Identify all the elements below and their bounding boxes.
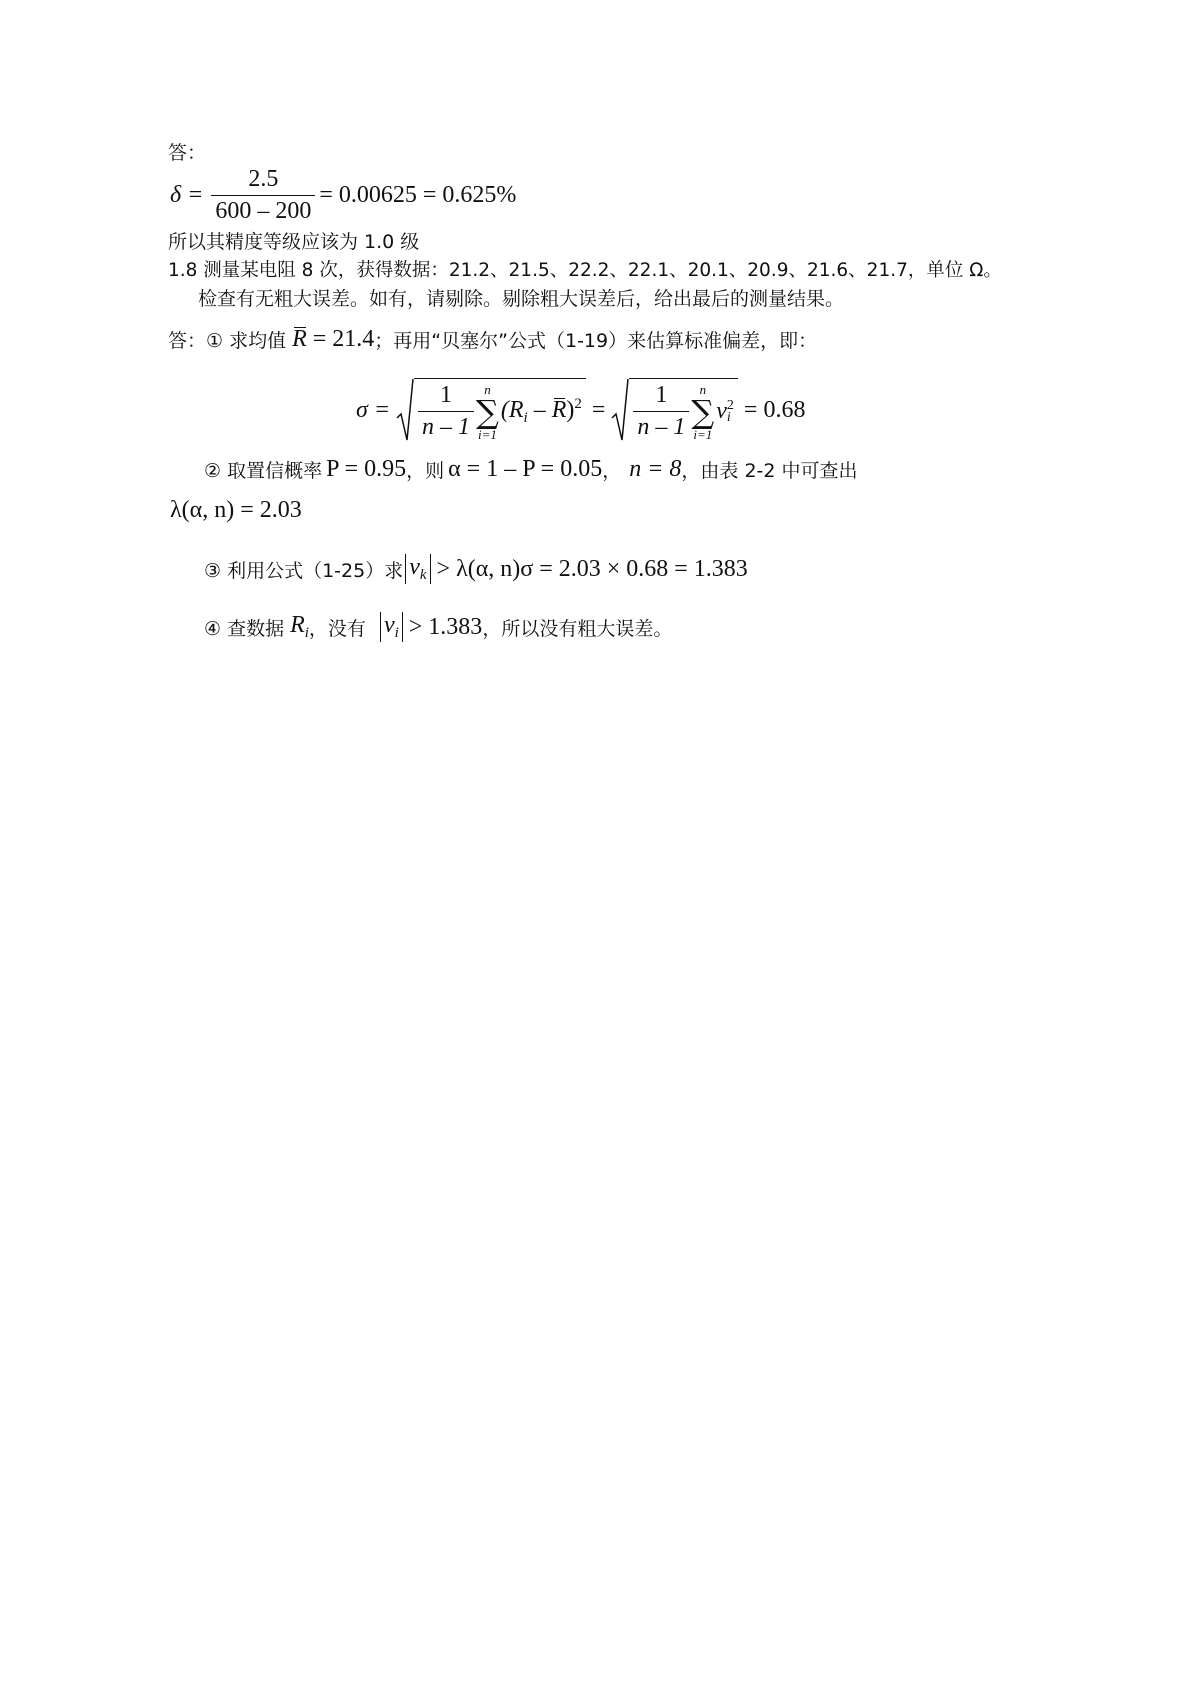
radical-sign-icon	[611, 378, 629, 442]
step2-suffix: ，由表 2-2 中可查出	[681, 460, 858, 482]
sqrt2-fraction	[633, 382, 689, 441]
sqrt2-num: 1	[655, 382, 668, 408]
step2-line2: λ(α, n) = 2.03	[170, 497, 302, 523]
sqrt1-fraction	[418, 382, 474, 441]
sum1-term: $(R_i - R)^2$	[500, 396, 582, 426]
sqrt1-num: 1	[440, 382, 453, 408]
step1-mean-eq: = 21.4	[312, 326, 375, 352]
sqrt-1	[396, 378, 586, 442]
question-1-8-line2: 检查有无粗大误差。如有，请剔除。剔除粗大误差后，给出最后的测量结果。	[198, 288, 845, 310]
step2-sep1: ，则	[406, 460, 445, 482]
step2-n: n = 8	[629, 456, 682, 482]
step1-suffix: ；再用“贝塞尔”公式（1-19）来估算标准偏差，即：	[374, 330, 818, 352]
step4-line	[204, 612, 672, 642]
term1-open: (R	[500, 397, 524, 423]
delta-lhs: δ =	[170, 182, 204, 208]
radical-sign-icon	[396, 378, 414, 442]
delta-fraction	[211, 166, 315, 225]
step4-mid: ，没有	[308, 617, 366, 640]
step2-sep2: ，	[602, 460, 622, 482]
step4-prefix: ④ 查数据	[204, 617, 285, 640]
sum1-lower: i=1	[478, 426, 497, 442]
delta-equation	[170, 166, 516, 225]
summation-2	[691, 383, 714, 441]
sigma-result: = 0.68	[743, 396, 806, 423]
r-bar-symbol: R	[292, 326, 307, 352]
term2-v: v	[716, 397, 727, 424]
delta-numerator: 2.5	[248, 166, 279, 192]
delta-denominator: 600 – 200	[211, 195, 315, 225]
ri-symbol: $R_i$	[290, 612, 309, 641]
step2-alpha: α = 1 – P = 0.05	[448, 456, 603, 482]
delta-rhs: = 0.00625 = 0.625%	[319, 182, 517, 208]
summation-1	[476, 383, 499, 441]
answer-label: 答：	[168, 142, 207, 164]
step3-line	[204, 554, 748, 584]
step2-line1	[204, 456, 858, 483]
term1-minus: –	[527, 397, 552, 423]
sigma-formula	[356, 378, 805, 442]
question-1-8-line1: 1.8 测量某电阻 8 次，获得数据：21.2、21.5、22.2、22.1、20.1、20.9、21.6、21.7，单位 Ω。	[168, 260, 1002, 281]
sigma-sum-icon: ∑	[691, 392, 715, 431]
step3-expr: > λ(α, n)σ = 2.03 × 0.68 = 1.383	[436, 555, 748, 582]
step4-expr: > 1.383	[408, 613, 483, 640]
term1-close: )	[566, 397, 575, 423]
sqrt1-den: n – 1	[418, 411, 474, 441]
sum2-term: v 2 i	[716, 397, 734, 426]
sigma-mid-eq: =	[591, 396, 606, 423]
step2-prefix: ② 取置信概率	[204, 460, 323, 482]
sqrt-2	[611, 378, 738, 442]
step1-mean	[292, 326, 374, 353]
step1-prefix: 答：① 求均值	[168, 330, 287, 352]
step1-line	[168, 326, 817, 353]
step3-prefix: ③ 利用公式（1-25）求	[204, 559, 404, 582]
sqrt2-den: n – 1	[633, 411, 689, 441]
sum2-lower: i=1	[693, 426, 713, 442]
abs-vi: $v_i$	[380, 612, 403, 642]
sum2-upper: n	[699, 381, 707, 397]
sum1-upper: n	[484, 381, 491, 397]
step4-suffix: ，所以没有粗大误差。	[482, 617, 673, 640]
sigma-sum-icon: ∑	[476, 392, 499, 431]
step2-p: P = 0.95	[326, 456, 407, 482]
abs-vk: $v_k$	[405, 554, 430, 584]
sigma-lhs: σ =	[356, 396, 391, 423]
accuracy-line: 所以其精度等级应该为 1.0 级	[168, 231, 420, 253]
